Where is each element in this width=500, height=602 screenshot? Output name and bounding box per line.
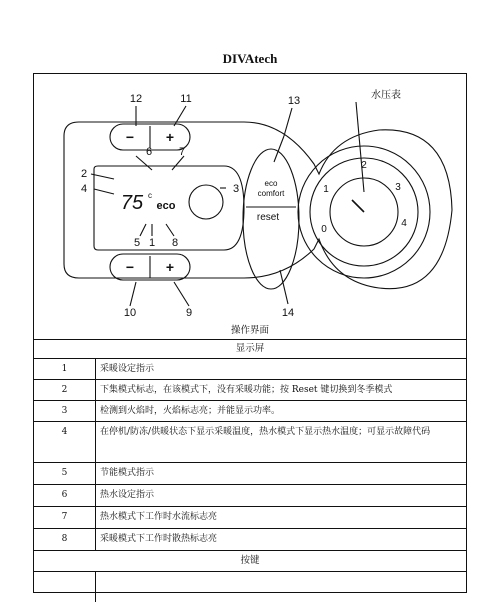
display-eco: eco	[156, 200, 176, 212]
eco-label: eco	[264, 179, 278, 188]
document-title: DIVAtech	[222, 51, 278, 66]
callout-14: 14	[281, 307, 295, 319]
table-row	[34, 506, 466, 528]
legend-table	[34, 339, 466, 602]
dial-number-3: 3	[395, 182, 401, 193]
display-unit: c	[148, 191, 152, 200]
callout-9: 9	[185, 307, 193, 319]
callout-6: 6	[145, 146, 153, 158]
dial-number-2: 2	[361, 160, 367, 171]
item-text: 下集模式标志，在该模式下，没有采暖功能；按 Reset 键切换到冬季模式	[100, 385, 393, 395]
flame-indicator-icon	[189, 185, 223, 219]
table-row	[34, 421, 466, 462]
dial-number-0: 0	[321, 224, 327, 235]
dial-number-4: 4	[401, 218, 407, 229]
minus-label-top: −	[125, 129, 135, 145]
callout-13: 13	[287, 95, 301, 107]
section-buttons-header: 按键	[34, 550, 466, 571]
callout-4: 4	[80, 183, 88, 195]
item-text: 热水模式下工作时水流标志亮	[100, 512, 218, 522]
callout-3: 3	[232, 183, 240, 195]
water-pressure-label: 水压表	[371, 90, 401, 101]
table-row	[34, 358, 466, 379]
table-row	[34, 484, 466, 506]
comfort-label: comfort	[257, 189, 285, 198]
item-text: 节能模式指示	[100, 468, 155, 478]
table-row	[34, 528, 466, 550]
minus-label-bottom: −	[125, 259, 135, 275]
callout-10: 10	[123, 307, 137, 319]
item-number: 1	[34, 359, 96, 379]
item-number: 3	[34, 401, 96, 421]
callout-11: 11	[180, 93, 192, 105]
table-row	[34, 400, 466, 421]
item-text: 热水设定指示	[100, 490, 155, 500]
item-text: 采暖设定指示	[100, 364, 155, 374]
plus-label-bottom: +	[165, 259, 175, 275]
item-number: 5	[34, 463, 96, 484]
dial-number-1: 1	[323, 184, 329, 195]
item-text: 检测到火焰时，火焰标志亮；并能显示功率。	[100, 406, 281, 416]
callout-5: 5	[133, 237, 141, 249]
item-number: 6	[34, 485, 96, 506]
callout-8: 8	[171, 237, 179, 249]
section-display-header: 显示屏	[34, 339, 466, 358]
control-panel-diagram	[34, 74, 466, 324]
callout-12: 12	[129, 93, 143, 105]
item-number: 7	[34, 507, 96, 528]
figure-caption: 操作界面	[230, 325, 269, 336]
callout-7: 7	[178, 146, 186, 158]
callout-2: 2	[80, 168, 88, 180]
content-frame	[33, 73, 467, 593]
plus-label-top: +	[165, 129, 175, 145]
reset-label: reset	[256, 212, 280, 223]
table-row	[34, 571, 466, 602]
item-number: 2	[34, 380, 96, 400]
item-number: 8	[34, 529, 96, 550]
item-text: 在停机/防冻/供暖状态下显示采暖温度，热水模式下显示热水温度；可显示故障代码	[100, 427, 431, 437]
item-number: 4	[34, 422, 96, 462]
item-text: 采暖模式下工作时散热标志亮	[100, 534, 218, 544]
table-row	[34, 379, 466, 400]
callout-1: 1	[148, 237, 156, 249]
display-temperature: 75	[120, 192, 144, 214]
table-row	[34, 462, 466, 484]
